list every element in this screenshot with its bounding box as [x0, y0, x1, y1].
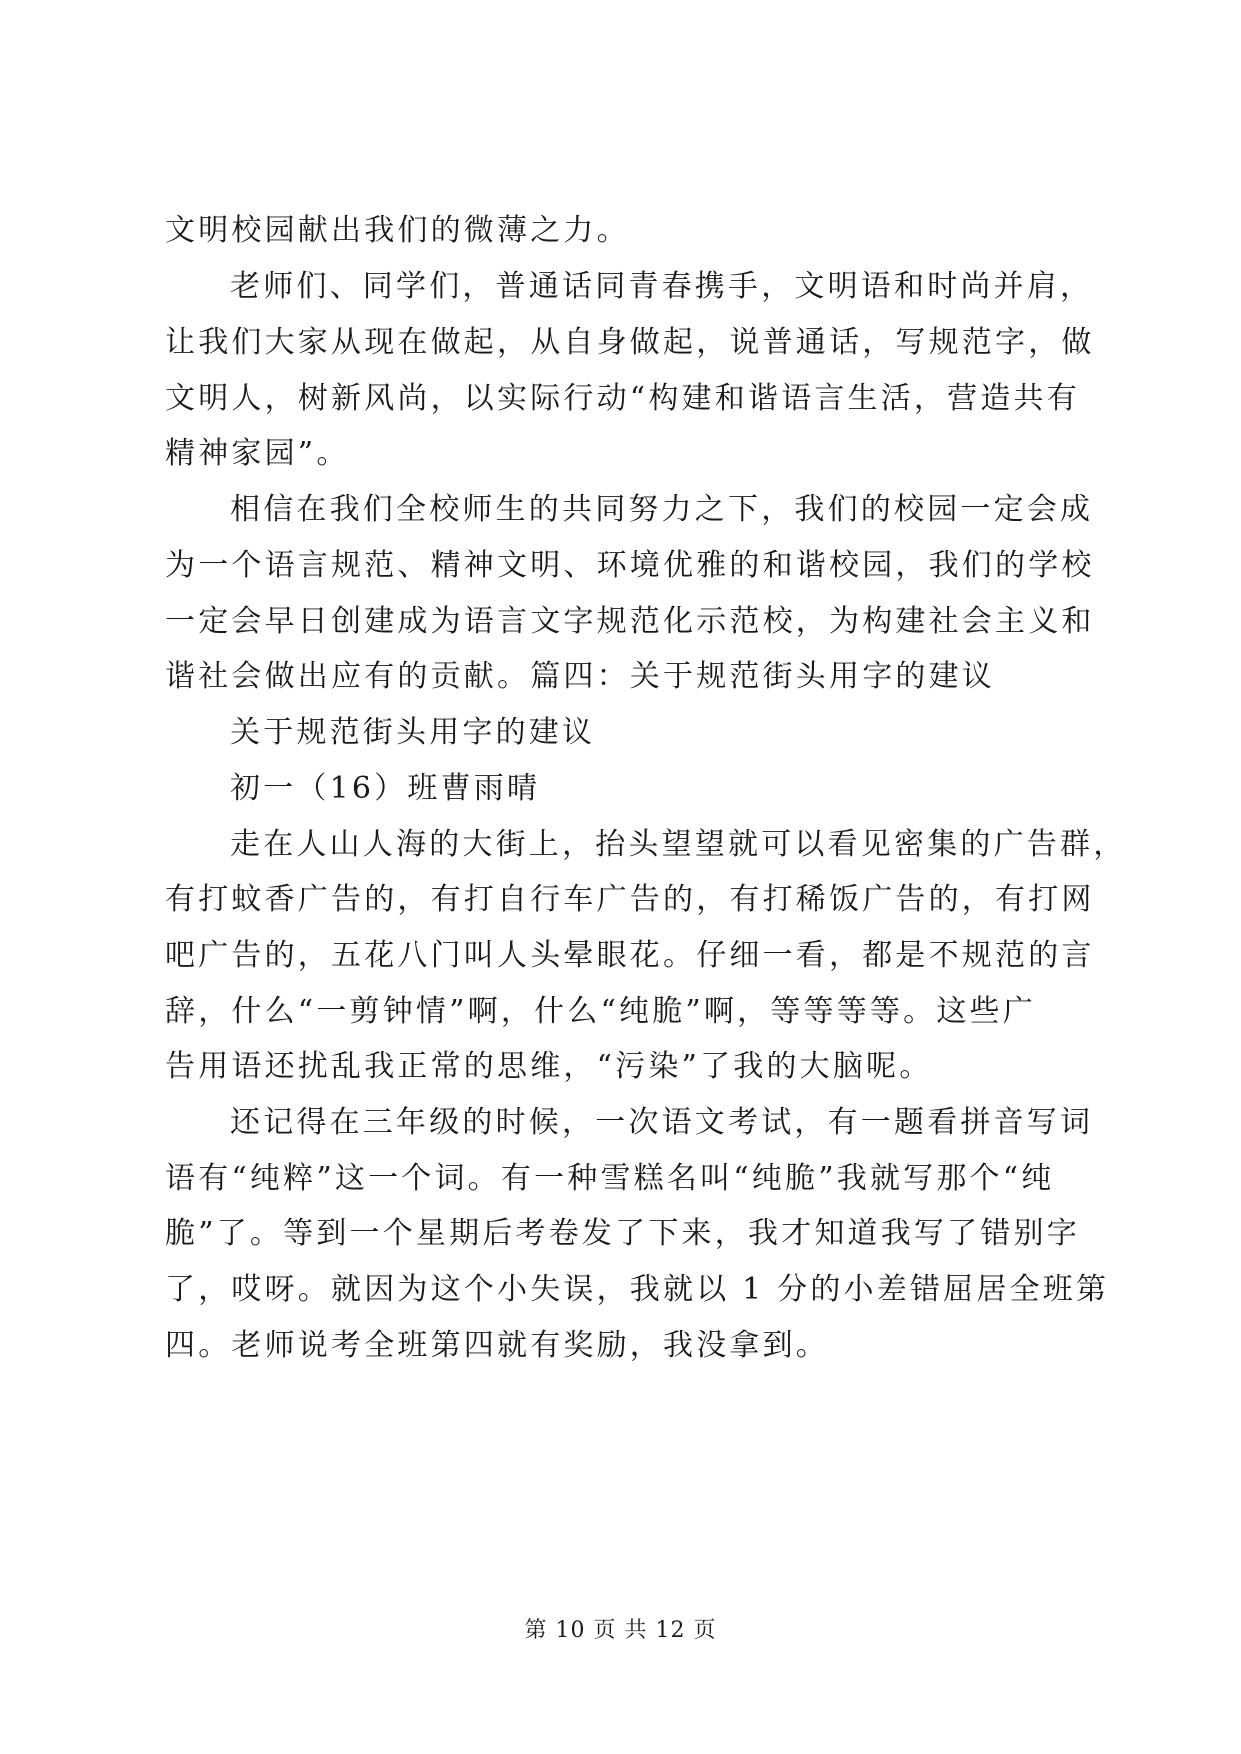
- text-line: 为一个语言规范、精神文明、环境优雅的和谐校园，我们的学校: [165, 548, 1095, 583]
- section-title: 关于规范街头用字的建议: [230, 715, 596, 750]
- text-line: 谐社会做出应有的贡献。篇四：关于规范街头用字的建议: [165, 659, 995, 694]
- text-line: 文明人，树新风尚，以实际行动“构建和谐语言生活，营造共有: [165, 381, 1080, 416]
- text-line: 相信在我们全校师生的共同努力之下，我们的校园一定会成: [230, 492, 1094, 527]
- text-line: 让我们大家从现在做起，从自身做起，说普通话，写规范字，做: [165, 325, 1095, 360]
- text-line: 精神家园”。: [165, 436, 350, 471]
- text-line: 文明校园献出我们的微薄之力。: [165, 213, 630, 248]
- text-line: 辞，什么“一剪钟情”啊，什么“纯脆”啊，等等等等。这些广: [165, 994, 1036, 1029]
- text-line: 老师们、同学们，普通话同青春携手，文明语和时尚并肩，: [230, 269, 1094, 304]
- text-line: 有打蚊香广告的，有打自行车广告的，有打稀饭广告的，有打网: [165, 882, 1095, 917]
- text-line: 四。老师说考全班第四就有奖励，我没拿到。: [165, 1328, 829, 1363]
- text-line: 走在人山人海的大街上，抬头望望就可以看见密集的广告群，: [230, 827, 1127, 862]
- text-line: 还记得在三年级的时候，一次语文考试，有一题看拼音写词: [230, 1105, 1094, 1140]
- text-line: 语有“纯粹”这一个词。有一种雪糕名叫“纯脆”我就写那个“纯: [165, 1161, 1055, 1196]
- author-line: 初一（16）班曹雨晴: [230, 771, 541, 806]
- text-line: 吧广告的，五花八门叫人头晕眼花。仔细一看，都是不规范的言: [165, 938, 1095, 973]
- page-number-footer: 第 10 页 共 12 页: [524, 1618, 717, 1643]
- text-line: 告用语还扰乱我正常的思维，“污染”了我的大脑呢。: [165, 1049, 933, 1084]
- text-line: 一定会早日创建成为语言文字规范化示范校，为构建社会主义和: [165, 604, 1095, 639]
- text-line: 脆”了。等到一个星期后考卷发了下来，我才知道我写了错别字: [165, 1216, 1080, 1251]
- text-line: 了，哎呀。就因为这个小失误，我就以 1 分的小差错屈居全班第: [165, 1272, 1110, 1307]
